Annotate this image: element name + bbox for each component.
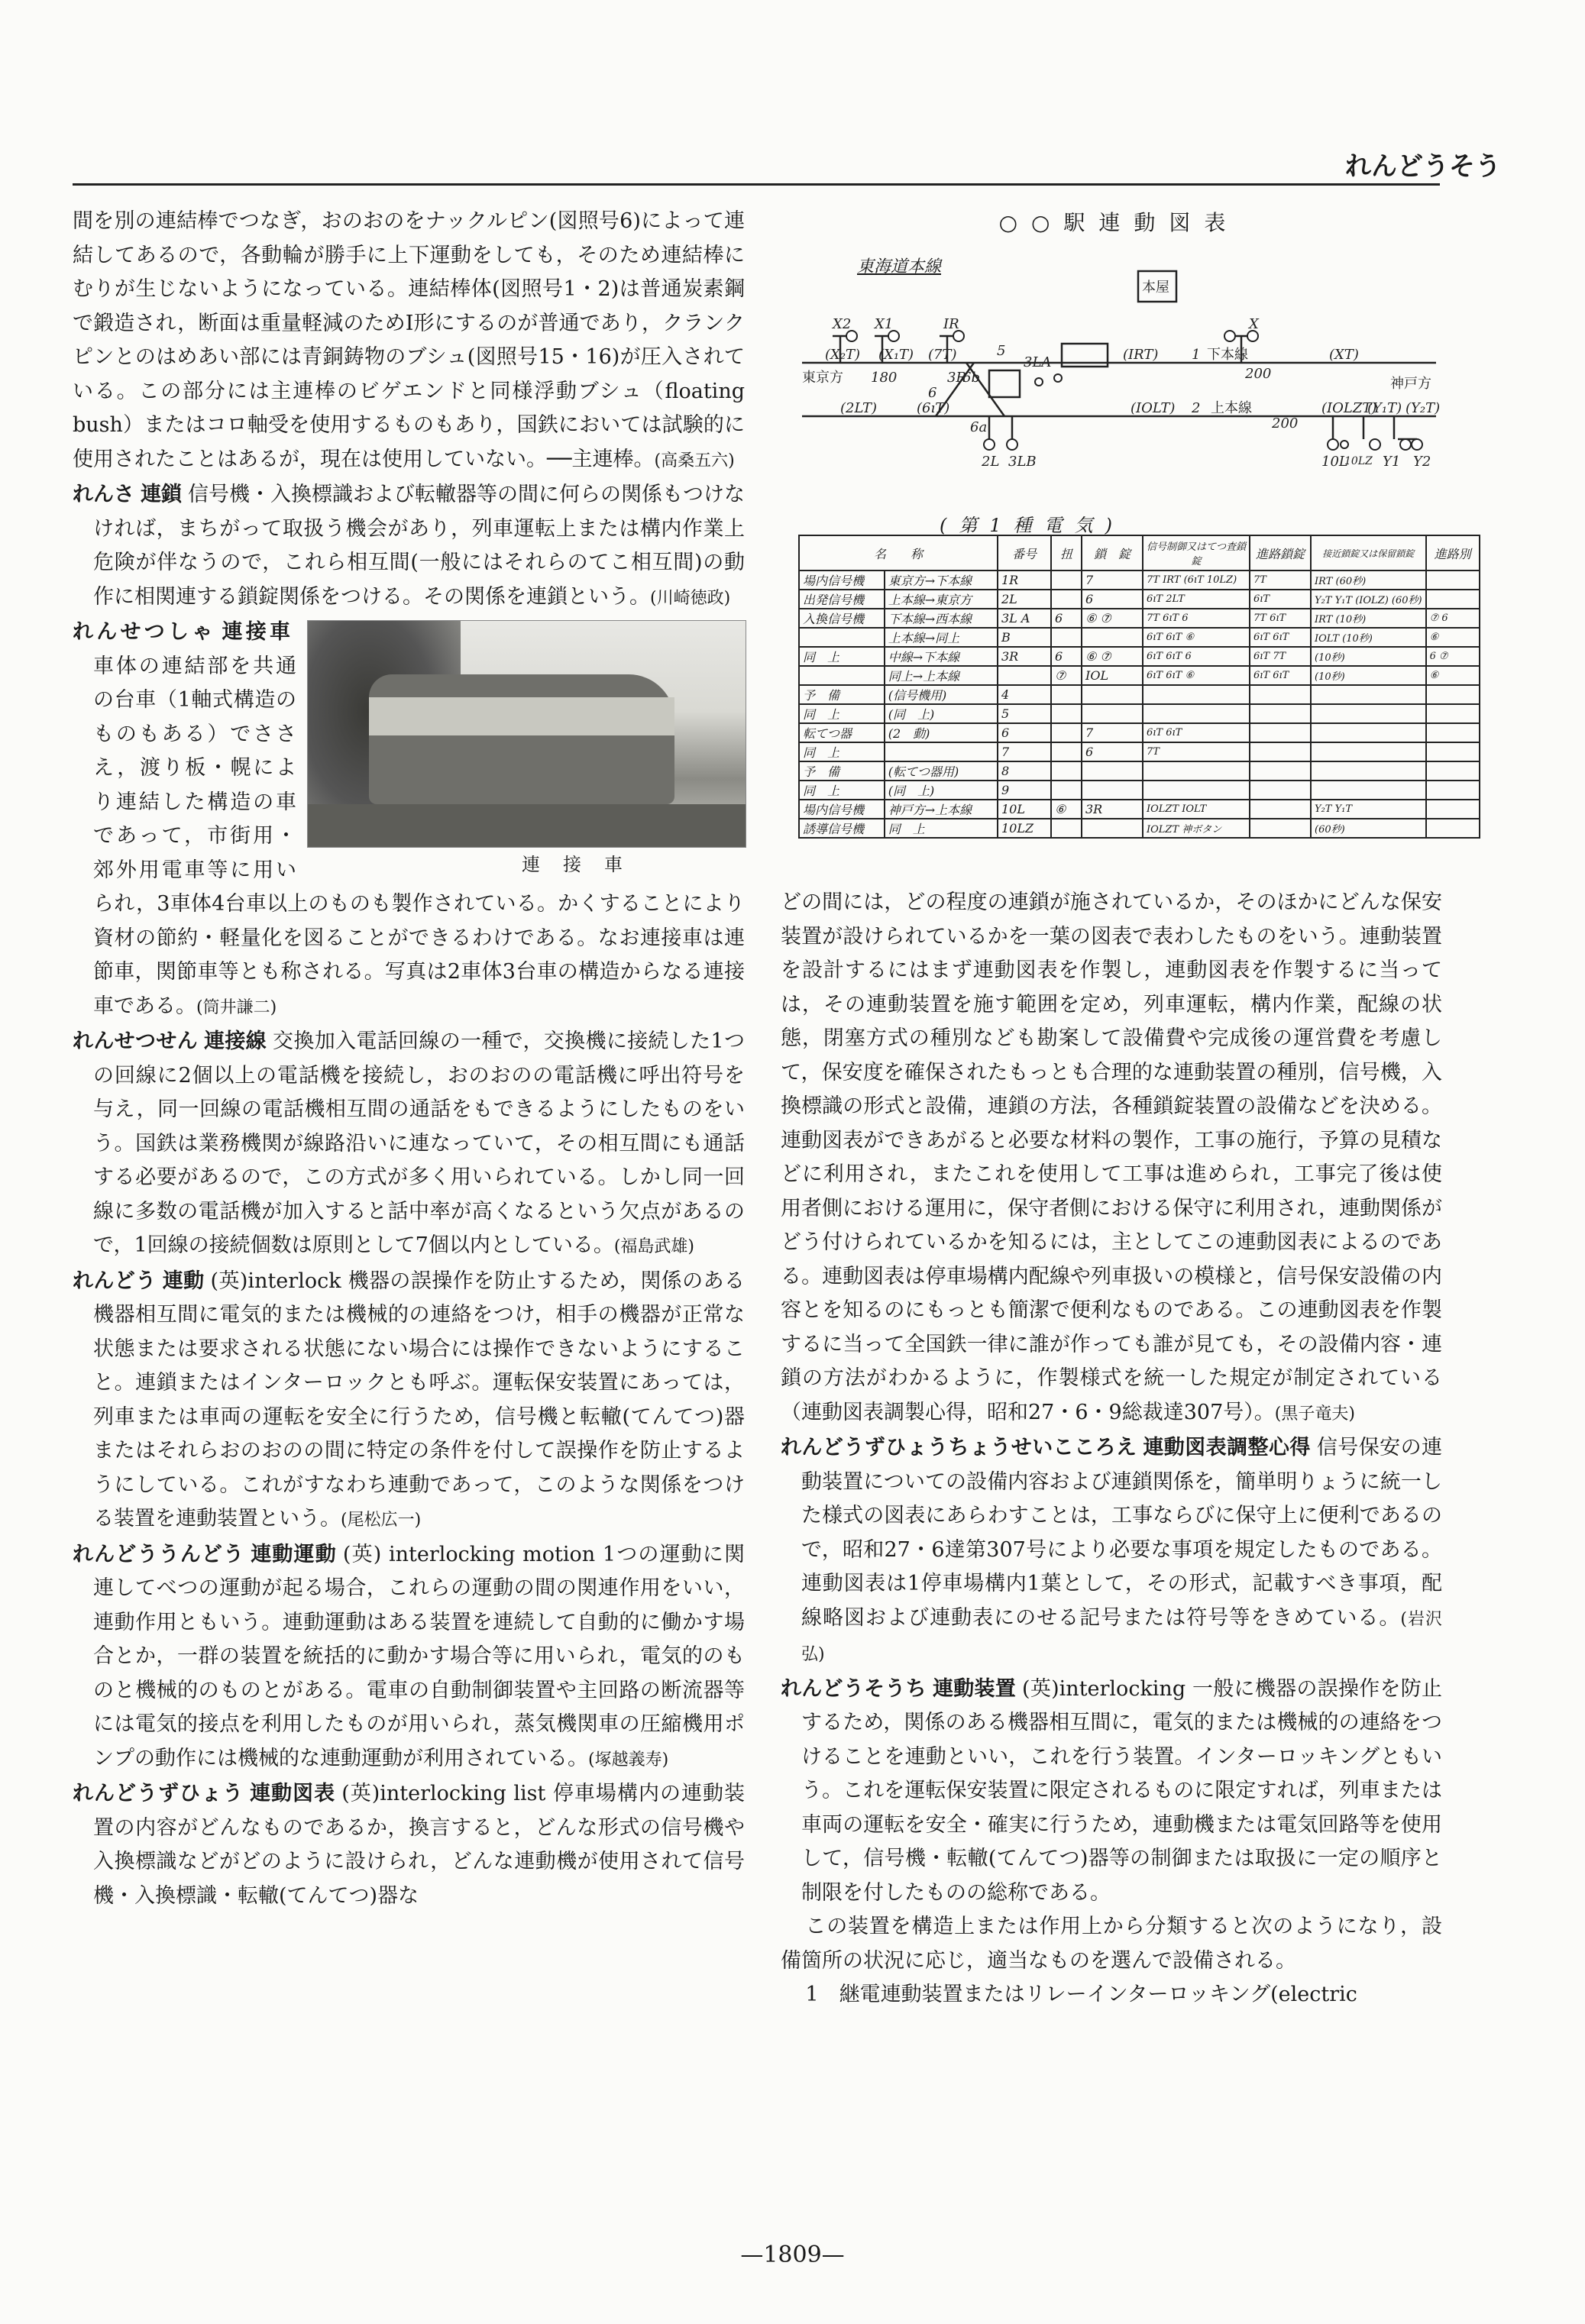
keyword: 連動 bbox=[162, 1269, 205, 1293]
table-cell: 転てつ器 bbox=[799, 723, 885, 742]
paragraph-classification: この装置を構造上または作用上から分類すると次のようになり，設備箇所の状況に応じ，適当なものを選んで設備される。 bbox=[781, 1915, 1442, 1973]
table-cell: 上本線→東京方 bbox=[885, 590, 998, 609]
table-row bbox=[799, 570, 1480, 590]
label-honoku: 本屋 bbox=[1142, 280, 1169, 296]
table-cell: 9 bbox=[998, 781, 1051, 800]
header-col3: 扭 bbox=[1051, 535, 1082, 570]
table-title: (第1種電気) bbox=[940, 515, 1124, 536]
table-cell bbox=[1143, 761, 1250, 781]
keyword: 連動図表調整心得 bbox=[1143, 1436, 1311, 1459]
table-cell: (60秒) bbox=[1311, 819, 1426, 838]
table-cell bbox=[1143, 704, 1250, 723]
table-cell: 場内信号機 bbox=[799, 570, 885, 590]
table-cell: 入換信号機 bbox=[799, 609, 885, 628]
headword: れんどううんどう bbox=[73, 1542, 245, 1566]
table-cell: 10LZ bbox=[998, 819, 1051, 838]
table-cell bbox=[799, 666, 885, 685]
table-cell bbox=[1250, 704, 1311, 723]
table-row bbox=[799, 800, 1480, 819]
table-cell: 6ıT 6ıT ⑥ bbox=[1143, 666, 1250, 685]
entry-text: 間を別の連結棒でつなぎ，おのおのをナックルピン(図照号6)によって連結してあるので，各動輪が勝手に上下運動をしても，そのため連結棒にむりが生じないようになっている。連結棒体(図照号1・2)は普通炭素鋼で鍛造され，断面は重量軽減のためI形にするのが普通であり，クランクピンとのはめあい部には青銅鋳物のブシュ(図照号15・16)が圧入されている。この部分には主連棒のビゲエンドと同様浮動ブシュ（floating bush）またはコロ軸受を使用するものもあり，国鉄においては試験的に使用されたことはあるが，現在は使用していない。──主連棒。 bbox=[73, 209, 745, 471]
label-l4: (IOLZT) bbox=[1321, 400, 1377, 416]
table-row bbox=[799, 628, 1480, 647]
label-arrow1: 1 bbox=[1192, 347, 1201, 363]
table-cell: ⑥ ⑦ bbox=[1082, 647, 1143, 666]
headword: れんどう bbox=[73, 1269, 157, 1293]
interlocking-diagram bbox=[794, 206, 1444, 527]
entry-text: (英) interlocking motion 1つの運動に関連してべつの運動が起る場合，これらの運動の間の関連作用をいい，連動作用ともいう。連動運動はある装置を連続して自動的に働かす場合とか，一群の装置を統括的に動かす場合等に用いられ，電気的のものと機械的のものとがある。電車の自動制御装置や主回路の断流器等には電気的接点を利用したものが用いられ，蒸気機関車の圧縮機用ポンプの動作には機械的な連動運動が利用されている。 bbox=[93, 1542, 746, 1770]
table-cell: (10秒) bbox=[1311, 647, 1426, 666]
table-cell bbox=[1250, 723, 1311, 742]
label-x1: X1 bbox=[875, 316, 894, 332]
table-cell: 6ıT 2LT bbox=[1143, 590, 1250, 609]
table-cell: 同 上 bbox=[885, 819, 998, 838]
table-cell bbox=[1311, 742, 1426, 761]
table-cell: 2L bbox=[998, 590, 1051, 609]
table-cell: 6ıT 6ıT ⑥ bbox=[1143, 628, 1250, 647]
table-cell bbox=[1082, 685, 1143, 704]
table-cell: (10秒) bbox=[1311, 666, 1426, 685]
interlocking-table bbox=[798, 535, 1480, 839]
table-cell: 6 ⑦ bbox=[1426, 647, 1480, 666]
table-cell: Y₂T Y₁T (IOLZ) (60秒) bbox=[1311, 590, 1426, 609]
table-cell: 7T IRT (6ıT 10LZ) bbox=[1143, 570, 1250, 590]
table-cell: 場内信号機 bbox=[799, 800, 885, 819]
label-l6: (Y₂T) bbox=[1405, 400, 1441, 416]
label-y2: Y2 bbox=[1413, 454, 1431, 470]
line-name: 東海道本線 bbox=[857, 257, 942, 276]
label-up-main: 上本線 bbox=[1211, 400, 1252, 416]
header-route: 進路別 bbox=[1426, 535, 1480, 570]
diagram-title: ○○駅連動図表 bbox=[998, 210, 1240, 235]
table-cell: ⑥ ⑦ bbox=[1082, 609, 1143, 628]
table-cell bbox=[1250, 742, 1311, 761]
table-cell: 3R bbox=[1082, 800, 1143, 819]
table-cell bbox=[1311, 761, 1426, 781]
keyword: 連動運動 bbox=[251, 1542, 337, 1566]
table-cell bbox=[1051, 590, 1082, 609]
table-cell: 6ıT 7T bbox=[1250, 647, 1311, 666]
header-approach-locking: 接近鎖錠又は保留鎖錠 bbox=[1311, 535, 1426, 570]
entry-text: 信号保安の連動装置についての設備内容および連鎖関係を，簡単明りょうに統一した様式の図表にあらわすことは，工事ならびに保守上に便利であるので，昭和27・6達第307号により必要な事項を規定したものである。連動図表は1停車場構内1葉として，その形式，記載すべき事項，配線略図および連動表にのせる記号または符号等をきめている。 bbox=[801, 1436, 1443, 1630]
table-cell: 8 bbox=[998, 761, 1051, 781]
label-s3lb: 3LB bbox=[1008, 454, 1037, 470]
table-row bbox=[799, 781, 1480, 800]
table-cell: 同 上 bbox=[799, 647, 885, 666]
table-cell bbox=[1082, 628, 1143, 647]
label-n200b: 200 bbox=[1272, 415, 1299, 432]
table-cell: 7T 6ıT bbox=[1250, 609, 1311, 628]
running-head: れんどうそう bbox=[1345, 151, 1501, 182]
header-name: 名 称 bbox=[799, 535, 998, 570]
table-row bbox=[799, 723, 1480, 742]
entry-author: (高桑五六) bbox=[654, 451, 735, 470]
entry-rensa bbox=[73, 478, 745, 616]
table-cell bbox=[1426, 781, 1480, 800]
table-cell: 6 bbox=[998, 723, 1051, 742]
table-cell: 同上→上本線 bbox=[885, 666, 998, 685]
label-s2l: 2L bbox=[982, 454, 1000, 470]
entry-author: (塚越義寿) bbox=[588, 1750, 669, 1770]
table-cell: 6ıT 6ıT bbox=[1250, 666, 1311, 685]
label-r2: (X₁T) bbox=[878, 347, 914, 363]
table-cell: 5 bbox=[998, 704, 1051, 723]
table-cell: 4 bbox=[998, 685, 1051, 704]
table-cell: 同 上 bbox=[799, 781, 885, 800]
table-cell: (信号機用) bbox=[885, 685, 998, 704]
entry-rendo-zuhyo bbox=[73, 1777, 745, 1913]
table-cell bbox=[1311, 723, 1426, 742]
table-cell bbox=[1426, 570, 1480, 590]
table-cell: IRT (60秒) bbox=[1311, 570, 1426, 590]
entry-text: 交換加入電話回線の一種で，交換機に接続した1つの回線に2個以上の電話機を接続し，おのおのの電話機に呼出符号を与え，同一回線の電話機相互間の通話をもできるようにしたものをいう。国鉄は業務機関が線路沿いに連なっていて，その相互間にも通話する必要があるので，この方式が多く用いられている。しかし同一回線に多数の電話機が加入すると話中率が高くなるという欠点があるので，1回線の接続個数は原則として7個以内としている。 bbox=[93, 1029, 746, 1257]
tram-photo bbox=[307, 620, 746, 848]
table-cell: 6ıT 6ıT bbox=[1250, 628, 1311, 647]
entry-text: 車体の連結部を共通の台車（1軸式構造のものもある）でささえ，渡り板・幌により連結した構造の車であって，市街用・郊外用電車等に用いられ，3車体4台車以上のものも製作されている。かくすることにより資材の節約・軽量化を図ることができるわけである。なお連接車は連節車，関節車等とも称される。写真は2車体3台車の構造からなる連接車である。 bbox=[93, 654, 745, 1018]
label-s6b: 6b bbox=[962, 370, 980, 386]
table-row bbox=[799, 819, 1480, 838]
table-cell bbox=[1311, 781, 1426, 800]
entry-text: 信号機・入換標識および転轍器等の間に何らの関係もつけなければ，まちがって取扱う機会があり，列車運転上または構内作業上危険が伴なうので，これら相互間(一般にはそれらのてこ相互間)の動作に相関連する鎖錠関係をつける。その関係を連鎖という。 bbox=[93, 483, 745, 609]
table-cell: IOLZT IOLT bbox=[1143, 800, 1250, 819]
table-cell: 6 bbox=[1082, 742, 1143, 761]
label-r4: (IRT) bbox=[1123, 347, 1159, 363]
table-cell: ⑦ bbox=[1051, 666, 1082, 685]
headword: れんどうそうち bbox=[781, 1676, 927, 1701]
table-cell: 1R bbox=[998, 570, 1051, 590]
table-cell bbox=[1082, 704, 1143, 723]
table-cell: 6 bbox=[1051, 647, 1082, 666]
table-cell: (2 動) bbox=[885, 723, 998, 742]
entry-text: (英)interlock 機器の誤操作を防止するため，関係のある機器相互間に電気的または機械的の連絡をつけ，相手の機器が正常な状態または要求される状態にない場合には操作できないようにすること。連鎖またはインターロックとも呼ぶ。運転保安装置にあっては，列車または車両の運転を安全に行うため，信号機と転轍(てんてつ)器またはそれらおのおのの間に特定の条件を付して誤操作を防止するようにしている。これがすなわち連動であって，このような関係をつける装置を連動装置という。 bbox=[93, 1269, 746, 1530]
table-cell bbox=[1250, 800, 1311, 819]
entry-rensetsusha bbox=[73, 616, 745, 1025]
table-cell: 7 bbox=[1082, 570, 1143, 590]
table-cell: (同 上) bbox=[885, 704, 998, 723]
table-cell bbox=[1426, 819, 1480, 838]
table-cell: 出発信号機 bbox=[799, 590, 885, 609]
entry-rendo-zuhyo-choseikokoroe bbox=[781, 1431, 1460, 1673]
table-cell: (同 上) bbox=[885, 781, 998, 800]
label-x2: X2 bbox=[833, 316, 852, 332]
table-cell bbox=[1051, 685, 1082, 704]
table-cell: 6 bbox=[1082, 590, 1143, 609]
paragraph-item-1: 1 継電連動装置またはリレーインターロッキング(electric bbox=[805, 1983, 1357, 2006]
table-row bbox=[799, 742, 1480, 761]
table-cell: 6ıT 6ıT bbox=[1143, 723, 1250, 742]
table-cell bbox=[1051, 723, 1082, 742]
keyword: 連接車 bbox=[222, 620, 290, 644]
table-cell bbox=[1311, 685, 1426, 704]
table-header bbox=[799, 535, 1480, 570]
table-cell bbox=[1051, 761, 1082, 781]
table-cell bbox=[1051, 781, 1082, 800]
label-arrow2: 2 bbox=[1192, 400, 1201, 416]
label-s10l: 10L bbox=[1321, 454, 1348, 470]
label-y1: Y1 bbox=[1383, 454, 1401, 470]
entry-text: どの間には，どの程度の連鎖が施されているか，そのほかにどんな保安装置が設けられているかを一葉の図表で表わしたものをいう。連動装置を設計するにはまず連動図表を作製し，連動図表を作製するに当っては，その連動装置を施す範囲を定め，列車運転，構内作業，配線の状態，閉塞方式の種別なども勘案して設備費や完成後の運営費を考慮して，保安度を確保されたもっとも合理的な連動装置の種別，信号機，入換標識の形式と設備，連鎖の方法，各種鎖錠装置の設備などを決める。連動図表ができあがると必要な材料の製作，工事の施行，予算の見積などに利用され，またこれを使用して工事は進められ，工事完了後は使用者側における運用に，保守者側における保守に利用され，連動関係がどう付けられているかを知るには，主としてこの連動図表によるのである。連動図表は停車場構内配線や列車扱いの模様と，信号保安設備の内容とを知るのにもっとも簡潔で便利なものである。この連動図表を作製するに当って全国鉄一律に誰が作っても誰が見ても，その設備内容・連鎖の方法がわかるように，作製様式を統一した規定が制定されている（連動図表調製心得，昭和27・6・9総裁達307号）。 bbox=[781, 890, 1442, 1424]
table-cell: 同 上 bbox=[799, 704, 885, 723]
table-cell: Y₂T Y₁T bbox=[1311, 800, 1426, 819]
table-cell bbox=[1082, 819, 1143, 838]
header-rule bbox=[73, 183, 1440, 186]
table-cell: IRT (10秒) bbox=[1311, 609, 1426, 628]
label-n200a: 200 bbox=[1245, 366, 1272, 382]
entry-author: (尾松広一) bbox=[341, 1511, 422, 1530]
label-s5: 5 bbox=[997, 343, 1006, 359]
table-row bbox=[799, 590, 1480, 609]
table-row bbox=[799, 609, 1480, 628]
table-cell bbox=[1426, 761, 1480, 781]
continued-entry bbox=[73, 205, 745, 478]
table-cell bbox=[998, 666, 1051, 685]
table-cell: 6ıT bbox=[1250, 590, 1311, 609]
table-cell: 下本線→西本線 bbox=[885, 609, 998, 628]
table-cell bbox=[1051, 819, 1082, 838]
headword: れんさ bbox=[73, 483, 134, 506]
right-column bbox=[781, 886, 1460, 2012]
label-l5: (Y₁T) bbox=[1367, 400, 1402, 416]
label-ir: IR bbox=[943, 316, 959, 332]
table-cell: B bbox=[998, 628, 1051, 647]
table-row bbox=[799, 761, 1480, 781]
table-cell: 7T 6ıT 6 bbox=[1143, 609, 1250, 628]
keyword: 連鎖 bbox=[141, 483, 182, 506]
headword: れんどうずひょうちょうせいこころえ bbox=[781, 1436, 1137, 1459]
table-cell: 予 備 bbox=[799, 685, 885, 704]
entry-rensetsusen bbox=[73, 1025, 745, 1265]
table-row bbox=[799, 704, 1480, 723]
header-route-locking: 進路鎖錠 bbox=[1250, 535, 1311, 570]
table-cell: 7 bbox=[1082, 723, 1143, 742]
table-cell bbox=[885, 742, 998, 761]
headword: れんせつせん bbox=[73, 1029, 199, 1053]
table-cell bbox=[1426, 800, 1480, 819]
entry-rendo-sochi bbox=[781, 1673, 1442, 1911]
headword: れんせつしゃ bbox=[73, 620, 216, 644]
table-cell: 6ıT 6ıT 6 bbox=[1143, 647, 1250, 666]
label-l1: (2LT) bbox=[840, 400, 877, 416]
label-s6a: 6a bbox=[970, 419, 988, 435]
label-r1: (X₂T) bbox=[825, 347, 861, 363]
table-cell: 中線→下本線 bbox=[885, 647, 998, 666]
header-signal-control: 信号制御又はてつ査鎖錠 bbox=[1143, 535, 1250, 570]
label-s3la: 3LA bbox=[1024, 354, 1052, 370]
header-locking: 鎖 錠 bbox=[1082, 535, 1143, 570]
table-row bbox=[799, 685, 1480, 704]
label-x: X bbox=[1249, 316, 1259, 332]
table-cell: 東京方→下本線 bbox=[885, 570, 998, 590]
table-cell bbox=[799, 628, 885, 647]
table-cell: 予 備 bbox=[799, 761, 885, 781]
table-cell bbox=[1426, 590, 1480, 609]
table-cell: 同 上 bbox=[799, 742, 885, 761]
table-cell bbox=[1311, 704, 1426, 723]
entry-author: (黒子竜夫) bbox=[1274, 1404, 1355, 1424]
photo-caption: 連接車 bbox=[522, 854, 645, 875]
label-s3r: 3R bbox=[947, 370, 967, 386]
table-cell: 7 bbox=[998, 742, 1051, 761]
label-kobe: 神戸方 bbox=[1390, 376, 1431, 392]
table-cell: 3L A bbox=[998, 609, 1051, 628]
label-tokyo: 東京方 bbox=[802, 370, 843, 386]
table-cell: IOLZT 神ボタン bbox=[1143, 819, 1250, 838]
entry-author: (川崎徳政) bbox=[650, 588, 731, 608]
table-cell bbox=[1051, 704, 1082, 723]
table-cell bbox=[1051, 628, 1082, 647]
table-cell bbox=[1426, 704, 1480, 723]
entry-rendo-undo bbox=[73, 1538, 745, 1778]
table-cell: 10L bbox=[998, 800, 1051, 819]
table-cell bbox=[1143, 685, 1250, 704]
table-cell: 7T bbox=[1143, 742, 1250, 761]
table-cell bbox=[1250, 819, 1311, 838]
table-cell bbox=[1250, 685, 1311, 704]
label-r5: (XT) bbox=[1329, 347, 1359, 363]
table-cell bbox=[1051, 570, 1082, 590]
page-number: —1809— bbox=[740, 2242, 845, 2268]
entry-text: (英)interlocking list 停車場構内の連動装置の内容がどんなものであるか，換言すると，どんな形式の信号機や入換標識などがどのように設けられ，どんな連動機が使用されて信号機・入換標識・転轍(てんてつ)器な bbox=[93, 1782, 746, 1908]
table-cell: 3R bbox=[998, 647, 1051, 666]
keyword: 連接線 bbox=[204, 1029, 267, 1053]
entry-rendo bbox=[73, 1265, 745, 1538]
headword: れんどうずひょう bbox=[73, 1782, 244, 1805]
left-column bbox=[73, 205, 745, 1913]
keyword: 連動図表 bbox=[250, 1782, 336, 1805]
table-cell bbox=[1250, 761, 1311, 781]
entry-text: (英)interlocking 一般に機器の誤操作を防止するため，関係のある機器相互間に，電気的または機械的の連絡をつけることを連動といい，これを行う装置。インターロッキングともいう。これを運転保安装置に限定されるものに限定すれば，列車または車両の運転を安全・確実に行うため，連動機または電気回路等を使用して，信号機・転轍(てんてつ)器等の制御または取扱に一定の順序と制限を付したものの総称である。 bbox=[801, 1676, 1443, 1905]
table-cell: IOLT (10秒) bbox=[1311, 628, 1426, 647]
label-l3: (IOLT) bbox=[1131, 400, 1176, 416]
table-cell: ⑦ 6 bbox=[1426, 609, 1480, 628]
table-cell: ⑥ bbox=[1426, 666, 1480, 685]
keyword: 連動装置 bbox=[932, 1676, 1017, 1701]
label-l2: (6ıT) bbox=[917, 400, 950, 416]
table-cell bbox=[1426, 723, 1480, 742]
photo-figure bbox=[307, 620, 745, 882]
table-cell bbox=[1426, 685, 1480, 704]
table-cell: (転てつ器用) bbox=[885, 761, 998, 781]
continued-entry bbox=[781, 886, 1442, 1431]
table-cell: 誘導信号機 bbox=[799, 819, 885, 838]
table-cell bbox=[1051, 742, 1082, 761]
table-cell: 6 bbox=[1051, 609, 1082, 628]
label-down-main: 下本線 bbox=[1207, 347, 1248, 363]
table-cell: IOL bbox=[1082, 666, 1143, 685]
header-number: 番号 bbox=[998, 535, 1051, 570]
label-r3: (7T) bbox=[928, 347, 957, 363]
table-cell bbox=[1082, 761, 1143, 781]
entry-author: (福島武雄) bbox=[613, 1237, 694, 1256]
table-cell bbox=[1143, 781, 1250, 800]
table-cell: ⑥ bbox=[1426, 628, 1480, 647]
label-n180: 180 bbox=[871, 370, 898, 386]
table-cell bbox=[1082, 781, 1143, 800]
entry-author: (岩沢 弘) bbox=[801, 1609, 1460, 1664]
table-cell: 7T bbox=[1250, 570, 1311, 590]
table-row bbox=[799, 666, 1480, 685]
label-s6: 6 bbox=[928, 385, 937, 401]
table-cell: ⑥ bbox=[1051, 800, 1082, 819]
table-cell bbox=[1426, 742, 1480, 761]
table-cell bbox=[1250, 781, 1311, 800]
track-layout bbox=[794, 267, 1444, 527]
table-row bbox=[799, 647, 1480, 666]
table-cell: 神戸方→上本線 bbox=[885, 800, 998, 819]
table-cell: 上本線→同上 bbox=[885, 628, 998, 647]
label-s10lz: 10LZ bbox=[1344, 455, 1373, 467]
entry-author: (筒井謙二) bbox=[196, 997, 277, 1017]
